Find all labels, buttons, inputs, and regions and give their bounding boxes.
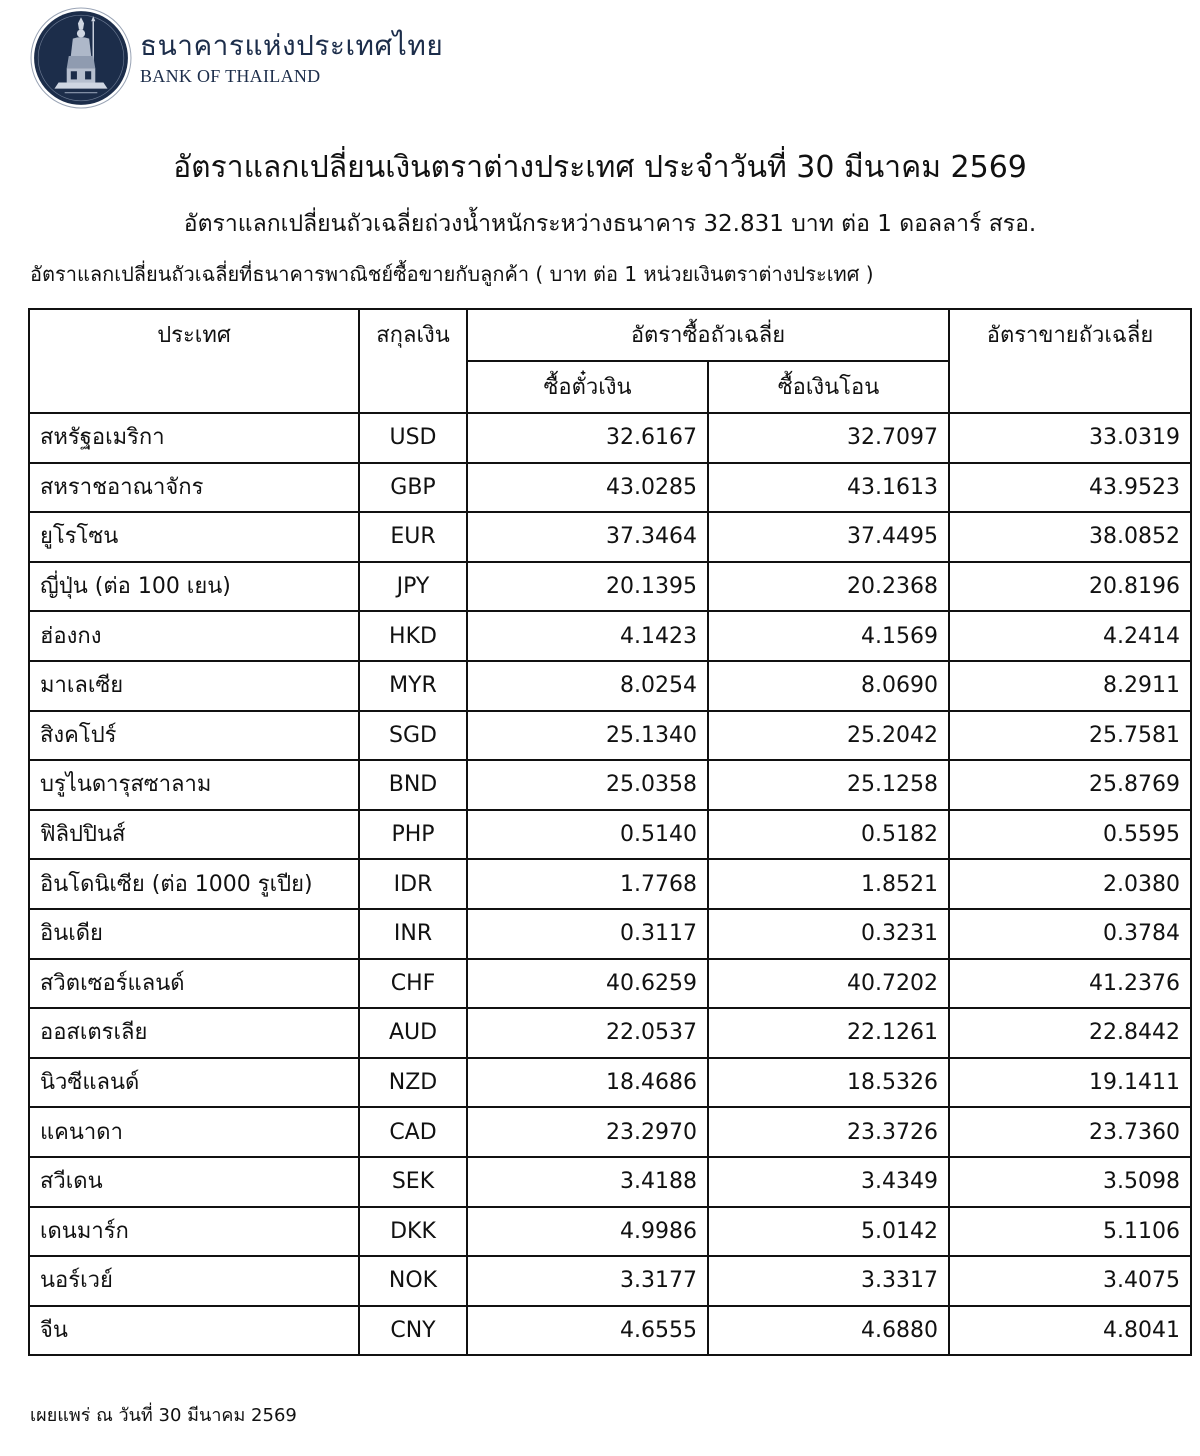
page-header xyxy=(30,6,443,110)
country-name: ออสเตรเลีย xyxy=(29,1008,359,1058)
selling-rate: 0.5595 xyxy=(949,810,1191,860)
buying-sight-bill-rate: 23.2970 xyxy=(467,1107,708,1157)
org-name-en: BANK OF THAILAND xyxy=(140,66,321,86)
country-name: สวิตเซอร์แลนด์ xyxy=(29,959,359,1009)
header-buying-transfer: ซื้อเงินโอน xyxy=(708,361,949,413)
selling-rate: 4.8041 xyxy=(949,1306,1191,1356)
table-row xyxy=(29,810,1191,860)
currency-code: SEK xyxy=(359,1157,467,1207)
buying-transfer-rate: 1.8521 xyxy=(708,859,949,909)
selling-rate: 4.2414 xyxy=(949,611,1191,661)
buying-transfer-rate: 8.0690 xyxy=(708,661,949,711)
country-name: บรูไนดารุสซาลาม xyxy=(29,760,359,810)
currency-code: BND xyxy=(359,760,467,810)
buying-sight-bill-rate: 4.6555 xyxy=(467,1306,708,1356)
buying-sight-bill-rate: 25.1340 xyxy=(467,711,708,761)
currency-code: MYR xyxy=(359,661,467,711)
buying-transfer-rate: 18.5326 xyxy=(708,1058,949,1108)
buying-transfer-rate: 3.4349 xyxy=(708,1157,949,1207)
currency-code: CNY xyxy=(359,1306,467,1356)
org-name-th: ธนาคารแห่งประเทศไทย xyxy=(140,29,444,62)
country-name: ฟิลิปปินส์ xyxy=(29,810,359,860)
currency-code: CHF xyxy=(359,959,467,1009)
selling-rate: 25.8769 xyxy=(949,760,1191,810)
buying-sight-bill-rate: 22.0537 xyxy=(467,1008,708,1058)
buying-transfer-rate: 25.1258 xyxy=(708,760,949,810)
buying-transfer-rate: 32.7097 xyxy=(708,413,949,463)
country-name: สหราชอาณาจักร xyxy=(29,463,359,513)
buying-sight-bill-rate: 40.6259 xyxy=(467,959,708,1009)
table-row xyxy=(29,859,1191,909)
table-row xyxy=(29,1107,1191,1157)
country-name: มาเลเซีย xyxy=(29,661,359,711)
country-name: สิงคโปร์ xyxy=(29,711,359,761)
country-name: สวีเดน xyxy=(29,1157,359,1207)
currency-code: USD xyxy=(359,413,467,463)
buying-sight-bill-rate: 18.4686 xyxy=(467,1058,708,1108)
selling-rate: 8.2911 xyxy=(949,661,1191,711)
country-name: เดนมาร์ก xyxy=(29,1207,359,1257)
buying-transfer-rate: 0.5182 xyxy=(708,810,949,860)
currency-code: JPY xyxy=(359,562,467,612)
buying-sight-bill-rate: 1.7768 xyxy=(467,859,708,909)
selling-rate: 3.4075 xyxy=(949,1256,1191,1306)
buying-transfer-rate: 37.4495 xyxy=(708,512,949,562)
buying-sight-bill-rate: 0.3117 xyxy=(467,909,708,959)
interbank-rate-subtitle: อัตราแลกเปลี่ยนถัวเฉลี่ยถ่วงน้ำหนักระหว่างธนาคาร 32.831 บาท ต่อ 1 ดอลลาร์ สรอ. xyxy=(183,211,1037,237)
currency-code: IDR xyxy=(359,859,467,909)
buying-sight-bill-rate: 20.1395 xyxy=(467,562,708,612)
country-name: นอร์เวย์ xyxy=(29,1256,359,1306)
buying-sight-bill-rate: 37.3464 xyxy=(467,512,708,562)
table-row xyxy=(29,760,1191,810)
currency-code: NOK xyxy=(359,1256,467,1306)
selling-rate: 41.2376 xyxy=(949,959,1191,1009)
buying-transfer-rate: 4.6880 xyxy=(708,1306,949,1356)
buying-transfer-rate: 20.2368 xyxy=(708,562,949,612)
buying-sight-bill-rate: 32.6167 xyxy=(467,413,708,463)
table-row xyxy=(29,1207,1191,1257)
table-row xyxy=(29,711,1191,761)
buying-sight-bill-rate: 25.0358 xyxy=(467,760,708,810)
table-row xyxy=(29,413,1191,463)
table-row xyxy=(29,661,1191,711)
table-caption: อัตราแลกเปลี่ยนถัวเฉลี่ยที่ธนาคารพาณิชย์ซื้อขายกับลูกค้า ( บาท ต่อ 1 หน่วยเงินตราต่างประเทศ ) xyxy=(30,262,874,286)
selling-rate: 0.3784 xyxy=(949,909,1191,959)
country-name: อินเดีย xyxy=(29,909,359,959)
buying-transfer-rate: 22.1261 xyxy=(708,1008,949,1058)
table-row xyxy=(29,1306,1191,1356)
buying-sight-bill-rate: 8.0254 xyxy=(467,661,708,711)
buying-transfer-rate: 3.3317 xyxy=(708,1256,949,1306)
exchange-rate-table xyxy=(28,308,1192,1356)
table-row xyxy=(29,611,1191,661)
header-country: ประเทศ xyxy=(29,309,359,413)
currency-code: INR xyxy=(359,909,467,959)
table-row xyxy=(29,959,1191,1009)
currency-code: AUD xyxy=(359,1008,467,1058)
country-name: สหรัฐอเมริกา xyxy=(29,413,359,463)
table-row xyxy=(29,909,1191,959)
currency-code: GBP xyxy=(359,463,467,513)
country-name: ฮ่องกง xyxy=(29,611,359,661)
country-name: แคนาดา xyxy=(29,1107,359,1157)
selling-rate: 20.8196 xyxy=(949,562,1191,612)
published-date: เผยแพร่ ณ วันที่ 30 มีนาคม 2569 xyxy=(30,1405,297,1426)
selling-rate: 43.9523 xyxy=(949,463,1191,513)
currency-code: PHP xyxy=(359,810,467,860)
buying-transfer-rate: 40.7202 xyxy=(708,959,949,1009)
selling-rate: 19.1411 xyxy=(949,1058,1191,1108)
selling-rate: 38.0852 xyxy=(949,512,1191,562)
selling-rate: 3.5098 xyxy=(949,1157,1191,1207)
buying-transfer-rate: 5.0142 xyxy=(708,1207,949,1257)
table-row xyxy=(29,562,1191,612)
table-row xyxy=(29,1058,1191,1108)
currency-code: EUR xyxy=(359,512,467,562)
header-avg-selling: อัตราขายถัวเฉลี่ย xyxy=(949,309,1191,413)
buying-transfer-rate: 25.2042 xyxy=(708,711,949,761)
currency-code: HKD xyxy=(359,611,467,661)
selling-rate: 23.7360 xyxy=(949,1107,1191,1157)
buying-transfer-rate: 23.3726 xyxy=(708,1107,949,1157)
currency-code: CAD xyxy=(359,1107,467,1157)
buying-sight-bill-rate: 0.5140 xyxy=(467,810,708,860)
selling-rate: 2.0380 xyxy=(949,859,1191,909)
country-name: ญี่ปุ่น (ต่อ 100 เยน) xyxy=(29,562,359,612)
buying-sight-bill-rate: 3.4188 xyxy=(467,1157,708,1207)
country-name: นิวซีแลนด์ xyxy=(29,1058,359,1108)
bank-of-thailand-seal-icon xyxy=(30,7,132,109)
selling-rate: 22.8442 xyxy=(949,1008,1191,1058)
header-currency: สกุลเงิน xyxy=(359,309,467,413)
country-name: จีน xyxy=(29,1306,359,1356)
table-row xyxy=(29,512,1191,562)
table-row xyxy=(29,463,1191,513)
country-name: อินโดนิเซีย (ต่อ 1000 รูเปีย) xyxy=(29,859,359,909)
table-row xyxy=(29,1256,1191,1306)
buying-transfer-rate: 0.3231 xyxy=(708,909,949,959)
buying-transfer-rate: 43.1613 xyxy=(708,463,949,513)
table-row xyxy=(29,1008,1191,1058)
currency-code: DKK xyxy=(359,1207,467,1257)
selling-rate: 5.1106 xyxy=(949,1207,1191,1257)
currency-code: SGD xyxy=(359,711,467,761)
buying-sight-bill-rate: 4.9986 xyxy=(467,1207,708,1257)
country-name: ยูโรโซน xyxy=(29,512,359,562)
selling-rate: 25.7581 xyxy=(949,711,1191,761)
buying-sight-bill-rate: 3.3177 xyxy=(467,1256,708,1306)
header-avg-buying: อัตราซื้อถัวเฉลี่ย xyxy=(467,309,949,361)
selling-rate: 33.0319 xyxy=(949,413,1191,463)
buying-sight-bill-rate: 43.0285 xyxy=(467,463,708,513)
header-buying-sight-bill: ซื้อตั๋วเงิน xyxy=(467,361,708,413)
page-title: อัตราแลกเปลี่ยนเงินตราต่างประเทศ ประจำวันที่ 30 มีนาคม 2569 xyxy=(173,150,1027,185)
currency-code: NZD xyxy=(359,1058,467,1108)
buying-sight-bill-rate: 4.1423 xyxy=(467,611,708,661)
table-row xyxy=(29,1157,1191,1207)
buying-transfer-rate: 4.1569 xyxy=(708,611,949,661)
